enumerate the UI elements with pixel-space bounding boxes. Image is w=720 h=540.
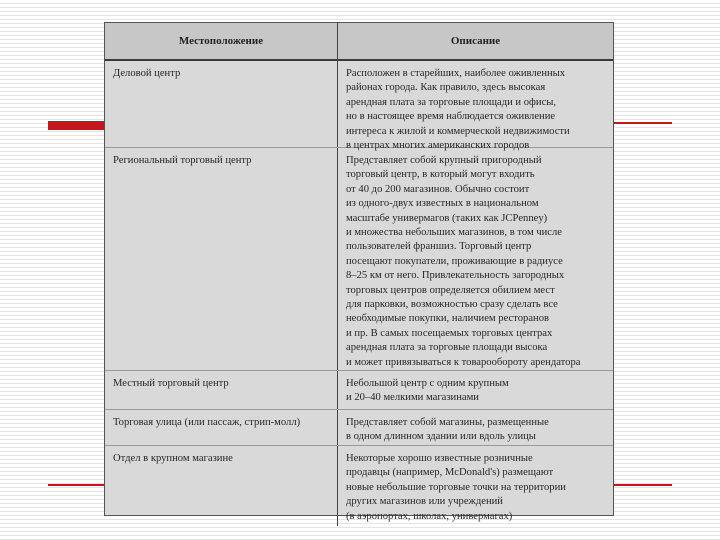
description-line: посещают покупатели, проживающие в радиусе — [346, 255, 563, 267]
description-line: масштабе универмагов (таких как JCPenney) — [346, 212, 548, 224]
description-line: Небольшой центр с одним крупным — [346, 378, 509, 389]
description-cell — [338, 371, 613, 409]
description-line: и 20–40 мелкими магазинами — [346, 392, 479, 404]
red-accent-line-bottom-right — [614, 484, 672, 486]
description-cell — [338, 446, 613, 526]
location-cell: Местный торговый центр — [105, 371, 338, 409]
description-line: необходимые покупки, наличием ресторанов — [346, 313, 550, 325]
description-line: арендная плата за торговые площади и офисы, — [346, 96, 557, 108]
description-cell — [338, 148, 613, 370]
table-row-store-within-store — [105, 445, 613, 526]
description-line: для парковки, возможностью сразу сделать все — [346, 299, 558, 311]
table-row-local-center — [105, 370, 613, 409]
header-description: Описание — [450, 35, 501, 47]
location-cell: Деловой центр — [105, 61, 338, 147]
red-accent-line-bottom-left — [48, 484, 104, 486]
description-line: от 40 до 200 магазинов. Обычно состоит — [346, 183, 530, 195]
location-cell: Отдел в крупном магазине — [105, 446, 338, 526]
description-line: интереса к жилой и коммерческой недвижимости — [346, 125, 570, 137]
table-header — [105, 23, 613, 61]
table-row-strip-mall — [105, 409, 613, 445]
description-line: и пр. В самых посещаемых торговых центрах — [346, 327, 553, 339]
description-line: пользователей франшиз. Торговый центр — [346, 241, 532, 253]
description-line: из одного-двух известных в национальном — [346, 198, 539, 210]
description-line: арендная плата за торговые площади высока — [346, 342, 548, 354]
description-line: новые небольшие торговые точки на территории — [346, 481, 566, 493]
location-cell: Региональный торговый центр — [105, 148, 338, 370]
description-line: и может привязываться к товарообороту арендатора — [346, 356, 581, 368]
description-line: Расположен в старейших, наиболее оживленных — [346, 68, 566, 79]
description-line: и множества небольших магазинов, в том числе — [346, 227, 562, 239]
red-accent-line-top-right — [614, 122, 672, 124]
description-line: в центрах многих американских городов — [346, 140, 530, 152]
table-row-business-center — [105, 61, 613, 152]
description-line: в одном длинном здании или вдоль улицы — [346, 431, 536, 443]
description-line: Представляет собой крупный пригородный — [346, 155, 542, 166]
description-line: торговых центров определяется обилием мест — [346, 284, 555, 296]
description-line: продавцы (например, McDonald's) размещают — [346, 467, 554, 479]
header-location: Местоположение — [105, 23, 338, 59]
table-row-regional-mall — [105, 147, 613, 370]
description-cell — [338, 410, 613, 445]
retail-locations-table — [104, 22, 614, 522]
description-cell — [338, 61, 613, 152]
description-line: (в аэропортах, школах, универмагах) — [346, 510, 513, 522]
description-line: других магазинов или учреждений — [346, 496, 503, 508]
description-line: 8–25 км от него. Привлекательность загородных — [346, 270, 565, 282]
description-line: Некоторые хорошо известные розничные — [346, 453, 533, 464]
description-line: районах города. Как правило, здесь высокая — [346, 82, 546, 94]
description-line: но в настоящее время наблюдается оживление — [346, 111, 556, 123]
description-line: торговый центр, в который могут входить — [346, 169, 535, 181]
description-line: Представляет собой магазины, размещенные — [346, 417, 549, 428]
location-cell: Торговая улица (или пассаж, стрип-молл) — [105, 410, 338, 445]
red-accent-bar-top — [48, 121, 104, 130]
